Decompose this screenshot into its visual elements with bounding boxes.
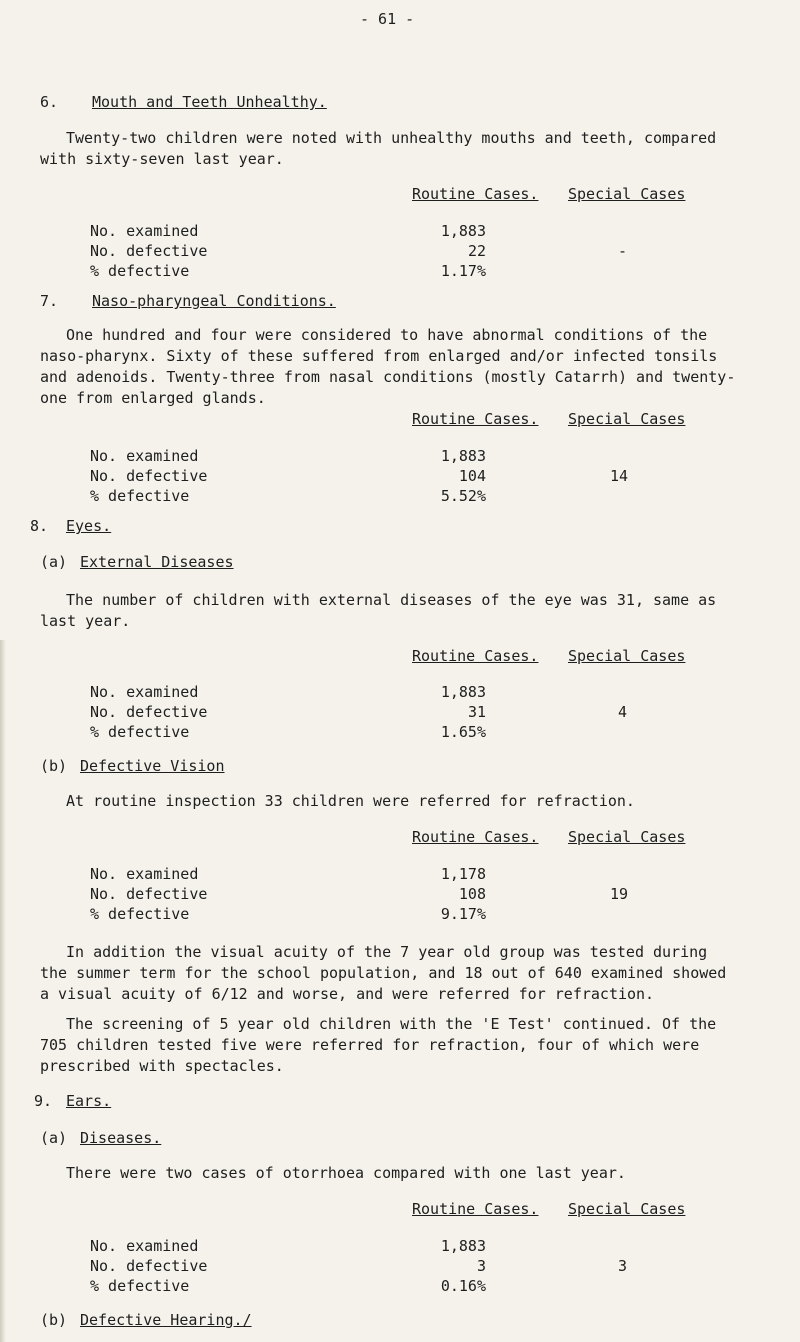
s8a-examined-value: 1,883 [440, 683, 486, 701]
s9a-row-pct: % defective [90, 1277, 190, 1295]
section-6-paragraph: Twenty-two children were noted with unhealthy mouths and teeth, compared with sixty-seven last year. [40, 129, 717, 168]
s6-row-examined: No. examined [90, 222, 199, 240]
s6-special-value: - [618, 242, 628, 260]
s8b-special-value: 19 [610, 885, 629, 903]
s7-row-examined: No. examined [90, 447, 199, 465]
s9a-row-examined: No. examined [90, 1237, 199, 1255]
page-edge-shadow [0, 640, 6, 1342]
s8a-col-routine: Routine Cases. [412, 647, 539, 665]
section-6-number: 6. [40, 93, 59, 111]
s9a-examined-value: 1,883 [440, 1237, 486, 1255]
s9a-col-special: Special Cases [568, 1200, 686, 1218]
s8a-paragraph: The number of children with external diseases of the eye was 31, same as last year. [40, 591, 717, 630]
section-9-heading: Ears. [66, 1092, 112, 1110]
section-7-heading: Naso-pharyngeal Conditions. [92, 292, 336, 310]
s6-pct-value: 1.17% [440, 262, 486, 280]
s8a-col-special: Special Cases [568, 647, 686, 665]
s8b-examined-value: 1,178 [440, 865, 486, 883]
s6-col-routine: Routine Cases. [412, 185, 539, 203]
s7-pct-value: 5.52% [440, 487, 486, 505]
s6-defective-value: 22 [467, 242, 486, 260]
s6-col-special: Special Cases [568, 185, 686, 203]
s8b-pct-value: 9.17% [440, 905, 486, 923]
s6-row-defective: No. defective [90, 242, 208, 260]
section-7-number: 7. [40, 292, 59, 310]
section-6-heading: Mouth and Teeth Unhealthy. [92, 93, 327, 111]
s8b-row-defective: No. defective [90, 885, 208, 903]
s8b-row-examined: No. examined [90, 865, 199, 883]
s9a-row-defective: No. defective [90, 1257, 208, 1275]
s8b-col-routine: Routine Cases. [412, 828, 539, 846]
s8b-row-pct: % defective [90, 905, 190, 923]
s7-row-defective: No. defective [90, 467, 208, 485]
s9a-pct-value: 0.16% [440, 1277, 486, 1295]
s7-row-pct: % defective [90, 487, 190, 505]
section-9-number: 9. [34, 1092, 53, 1110]
s8a-row-examined: No. examined [90, 683, 199, 701]
s9b-heading: Defective Hearing./ [80, 1311, 252, 1329]
section-8-heading: Eyes. [66, 517, 112, 535]
s7-special-value: 14 [610, 467, 629, 485]
s6-examined-value: 1,883 [440, 222, 486, 240]
s8a-special-value: 4 [618, 703, 628, 721]
s9a-label: (a) [40, 1129, 68, 1147]
s8a-label: (a) [40, 553, 68, 571]
section-7-paragraph: One hundred and four were considered to have abnormal conditions of the naso-pharynx. Sixty of these suffered from enlarged and/or infected tonsils and adenoids. Twenty-three from nasal conditions (mostly Catarrh) and twenty-one from enlarged glands. [40, 326, 736, 407]
s8a-heading: External Diseases [80, 553, 234, 571]
s9a-special-value: 3 [618, 1257, 628, 1275]
s8b-label: (b) [40, 757, 68, 775]
s8b-paragraph-acuity: In addition the visual acuity of the 7 year old group was tested during the summer term for the school population, and 18 out of 640 examined showed a visual acuity of 6/12 and worse, and were referred for refraction. [40, 943, 727, 1003]
s8a-pct-value: 1.65% [440, 723, 486, 741]
s9b-label: (b) [40, 1311, 68, 1329]
s8b-col-special: Special Cases [568, 828, 686, 846]
s7-col-routine: Routine Cases. [412, 410, 539, 428]
s9a-col-routine: Routine Cases. [412, 1200, 539, 1218]
s8b-paragraph: At routine inspection 33 children were referred for refraction. [66, 792, 635, 810]
s9a-heading: Diseases. [80, 1129, 162, 1147]
s9a-paragraph: There were two cases of otorrhoea compared with one last year. [66, 1164, 626, 1182]
s8a-row-pct: % defective [90, 723, 190, 741]
s8b-defective-value: 108 [458, 885, 486, 903]
s8b-heading: Defective Vision [80, 757, 225, 775]
s7-examined-value: 1,883 [440, 447, 486, 465]
section-8-number: 8. [30, 517, 49, 535]
s7-col-special: Special Cases [568, 410, 686, 428]
page-number: - 61 - [360, 10, 415, 28]
s8a-row-defective: No. defective [90, 703, 208, 721]
s7-defective-value: 104 [458, 467, 486, 485]
s8b-paragraph-e-test: The screening of 5 year old children with the 'E Test' continued. Of the 705 children tested five were referred for refraction, four of which were prescribed with spectacles. [40, 1015, 717, 1075]
s9a-defective-value: 3 [476, 1257, 486, 1275]
s6-row-pct: % defective [90, 262, 190, 280]
s8a-defective-value: 31 [467, 703, 486, 721]
